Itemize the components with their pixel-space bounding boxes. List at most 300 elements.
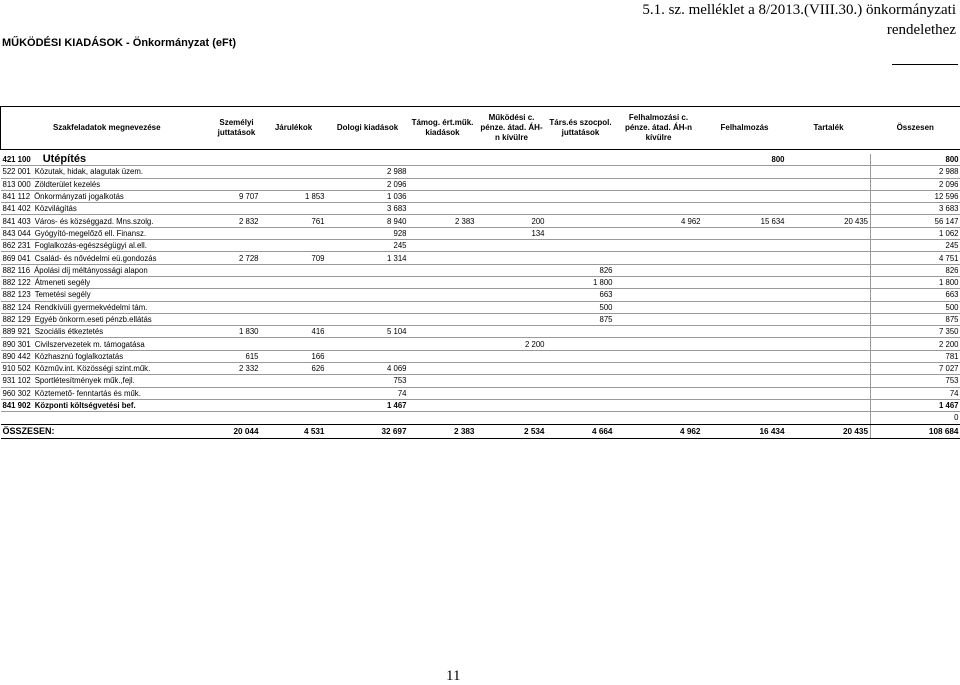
row-label (1, 412, 213, 424)
row-name: Család- és nővédelmi eü.gondozás (35, 254, 157, 263)
value-cell (477, 190, 547, 202)
column-header: Személyi juttatások (213, 107, 261, 150)
value-cell (547, 252, 615, 264)
value-cell (615, 227, 703, 239)
value-cell (787, 375, 871, 387)
value-cell (703, 399, 787, 411)
table-row (1, 264, 960, 276)
value-cell (547, 375, 615, 387)
row-name: Temetési segély (35, 290, 91, 299)
row-name: Civilszervezetek m. támogatása (35, 340, 145, 349)
value-cell (327, 289, 409, 301)
value-cell (409, 252, 477, 264)
value-cell (547, 412, 615, 424)
value-cell (213, 203, 261, 215)
row-name: Közutak, hidak, alagutak üzem. (35, 167, 143, 176)
value-cell: 1 467 (871, 399, 960, 411)
value-cell: 615 (213, 350, 261, 362)
value-cell (547, 350, 615, 362)
value-cell (477, 375, 547, 387)
value-cell: 12 596 (871, 190, 960, 202)
table-row (1, 276, 960, 288)
value-cell (213, 289, 261, 301)
value-cell (787, 338, 871, 350)
value-cell (409, 203, 477, 215)
value-cell (547, 190, 615, 202)
value-cell: 2 728 (213, 252, 261, 264)
value-cell (213, 166, 261, 178)
row-code: 910 502 (3, 364, 31, 373)
value-cell: 500 (871, 301, 960, 313)
value-cell (409, 166, 477, 178)
value-cell (615, 252, 703, 264)
value-cell (477, 264, 547, 276)
expenditure-table (0, 106, 960, 439)
value-cell (213, 375, 261, 387)
value-cell (261, 154, 327, 166)
value-cell: 1 467 (327, 399, 409, 411)
row-name: Útépítés (43, 154, 86, 165)
row-name: Szociális étkeztetés (35, 327, 103, 336)
row-label (1, 375, 213, 387)
value-cell (327, 301, 409, 313)
value-cell (409, 276, 477, 288)
row-label (1, 190, 213, 202)
value-cell (409, 387, 477, 399)
value-cell (787, 276, 871, 288)
value-cell (547, 240, 615, 252)
value-cell (477, 166, 547, 178)
value-cell (703, 276, 787, 288)
value-cell: 875 (871, 313, 960, 325)
value-cell: 500 (547, 301, 615, 313)
value-cell (703, 313, 787, 325)
value-cell: 875 (547, 313, 615, 325)
row-code: 862 231 (3, 241, 31, 250)
total-value-cell: 16 434 (703, 424, 787, 438)
value-cell (703, 252, 787, 264)
table-row (1, 252, 960, 264)
column-header: Felhalmozás (703, 107, 787, 150)
value-cell (213, 178, 261, 190)
row-name: Zöldterület kezelés (35, 180, 100, 189)
value-cell (615, 190, 703, 202)
value-cell (615, 166, 703, 178)
value-cell (327, 338, 409, 350)
table-row (1, 338, 960, 350)
value-cell (327, 154, 409, 166)
value-cell (213, 154, 261, 166)
value-cell (477, 276, 547, 288)
value-cell (703, 190, 787, 202)
value-cell: 1 036 (327, 190, 409, 202)
table-row (1, 203, 960, 215)
value-cell (547, 399, 615, 411)
value-cell (703, 350, 787, 362)
value-cell (703, 264, 787, 276)
value-cell: 4 962 (615, 215, 703, 227)
value-cell (409, 375, 477, 387)
value-cell (615, 276, 703, 288)
value-cell: 1 062 (871, 227, 960, 239)
value-cell (327, 350, 409, 362)
table-row (1, 301, 960, 313)
row-label (1, 289, 213, 301)
row-code: 843 044 (3, 229, 31, 238)
value-cell (615, 301, 703, 313)
value-cell: 826 (871, 264, 960, 276)
value-cell (213, 412, 261, 424)
row-code: 882 123 (3, 290, 31, 299)
row-name: Közhasznú foglalkoztatás (35, 352, 123, 361)
row-code: 960 302 (3, 389, 31, 398)
value-cell (703, 363, 787, 375)
value-cell (261, 240, 327, 252)
value-cell (477, 240, 547, 252)
value-cell (261, 166, 327, 178)
value-cell (261, 387, 327, 399)
value-cell (213, 387, 261, 399)
table-row (1, 399, 960, 411)
value-cell: 1 800 (871, 276, 960, 288)
row-code: 841 403 (3, 217, 31, 226)
row-name: Rendkívüli gyermekvédelmi tám. (35, 303, 148, 312)
value-cell (261, 264, 327, 276)
value-cell (615, 326, 703, 338)
value-cell: 8 940 (327, 215, 409, 227)
value-cell: 4 069 (327, 363, 409, 375)
row-code: 890 301 (3, 340, 31, 349)
row-name: Foglalkozás-egészségügyi al.ell. (35, 241, 147, 250)
table-row (1, 289, 960, 301)
value-cell (615, 178, 703, 190)
value-cell: 826 (547, 264, 615, 276)
value-cell (327, 313, 409, 325)
value-cell (477, 178, 547, 190)
table-row (1, 190, 960, 202)
value-cell: 2 332 (213, 363, 261, 375)
row-code: 882 129 (3, 315, 31, 324)
value-cell (409, 289, 477, 301)
value-cell (477, 412, 547, 424)
row-label (1, 154, 213, 166)
row-label (1, 387, 213, 399)
value-cell (615, 264, 703, 276)
value-cell: 4 751 (871, 252, 960, 264)
value-cell (261, 338, 327, 350)
total-value-cell: 4 962 (615, 424, 703, 438)
table-row (1, 350, 960, 362)
value-cell: 753 (327, 375, 409, 387)
column-header: Szakfeladatok megnevezése (1, 107, 213, 150)
value-cell (787, 227, 871, 239)
value-cell: 200 (477, 215, 547, 227)
value-cell: 626 (261, 363, 327, 375)
value-cell (261, 276, 327, 288)
value-cell (409, 326, 477, 338)
value-cell (261, 289, 327, 301)
value-cell (327, 412, 409, 424)
value-cell: 2 200 (477, 338, 547, 350)
value-cell (409, 301, 477, 313)
value-cell (261, 399, 327, 411)
table-row (1, 326, 960, 338)
row-code: 882 116 (3, 266, 31, 275)
value-cell: 2 096 (327, 178, 409, 190)
value-cell (703, 338, 787, 350)
value-cell (703, 375, 787, 387)
value-cell (327, 276, 409, 288)
value-cell (547, 166, 615, 178)
value-cell: 2 832 (213, 215, 261, 227)
row-label (1, 178, 213, 190)
table-row (1, 375, 960, 387)
value-cell (409, 313, 477, 325)
row-label (1, 252, 213, 264)
value-cell (615, 313, 703, 325)
table-body (1, 150, 960, 439)
value-cell (703, 166, 787, 178)
row-name: Gyógyító-megelőző ell. Finansz. (35, 229, 146, 238)
value-cell (213, 227, 261, 239)
column-header: Összesen (871, 107, 960, 150)
annex-underline (892, 64, 958, 65)
value-cell (703, 178, 787, 190)
value-cell (327, 264, 409, 276)
value-cell (477, 363, 547, 375)
row-code: 889 921 (3, 327, 31, 336)
row-code: 882 122 (3, 278, 31, 287)
column-header: Felhalmozási c. pénze. átad. ÁH-n kívülre (615, 107, 703, 150)
value-cell (615, 338, 703, 350)
value-cell (703, 412, 787, 424)
row-label (1, 227, 213, 239)
value-cell (213, 301, 261, 313)
value-cell (787, 203, 871, 215)
column-header: Támog. ért.műk. kiadások (409, 107, 477, 150)
table-row (1, 313, 960, 325)
table-header-row (1, 107, 960, 150)
value-cell (409, 178, 477, 190)
value-cell: 2 383 (409, 215, 477, 227)
value-cell: 5 104 (327, 326, 409, 338)
value-cell (615, 350, 703, 362)
table-row (1, 215, 960, 227)
value-cell: 1 314 (327, 252, 409, 264)
value-cell (787, 326, 871, 338)
row-name: Város- és községgazd. Mns.szolg. (35, 217, 154, 226)
value-cell: 9 707 (213, 190, 261, 202)
value-cell (547, 203, 615, 215)
value-cell (703, 227, 787, 239)
page-title: MŰKÖDÉSI KIADÁSOK - Önkormányzat (eFt) (2, 37, 236, 49)
value-cell (615, 412, 703, 424)
value-cell (547, 227, 615, 239)
value-cell (787, 190, 871, 202)
value-cell (703, 326, 787, 338)
value-cell (703, 240, 787, 252)
row-label (1, 203, 213, 215)
total-value-cell: 32 697 (327, 424, 409, 438)
row-label (1, 326, 213, 338)
value-cell (409, 190, 477, 202)
total-value-cell: 108 684 (871, 424, 960, 438)
value-cell (409, 338, 477, 350)
value-cell (787, 301, 871, 313)
value-cell (615, 289, 703, 301)
row-code: 522 001 (3, 167, 31, 176)
value-cell (477, 154, 547, 166)
value-cell: 761 (261, 215, 327, 227)
value-cell (477, 301, 547, 313)
value-cell: 3 683 (871, 203, 960, 215)
annex-line-1: 5.1. sz. melléklet a 8/2013.(VIII.30.) önkormányzati (642, 0, 956, 20)
total-value-cell: 20 435 (787, 424, 871, 438)
table-row (1, 240, 960, 252)
value-cell (703, 203, 787, 215)
value-cell: 2 200 (871, 338, 960, 350)
value-cell (547, 387, 615, 399)
total-label: ÖSSZESEN: (1, 424, 213, 438)
row-label (1, 350, 213, 362)
value-cell (787, 264, 871, 276)
row-label (1, 313, 213, 325)
value-cell (409, 399, 477, 411)
column-header: Dologi kiadások (327, 107, 409, 150)
value-cell (615, 375, 703, 387)
value-cell (615, 154, 703, 166)
row-code: 841 902 (3, 401, 31, 410)
value-cell (261, 301, 327, 313)
value-cell (261, 412, 327, 424)
row-code: 813 000 (3, 180, 31, 189)
value-cell (787, 252, 871, 264)
value-cell: 7 350 (871, 326, 960, 338)
value-cell (261, 203, 327, 215)
value-cell (409, 264, 477, 276)
row-label (1, 264, 213, 276)
table-row (1, 363, 960, 375)
value-cell (787, 350, 871, 362)
value-cell (615, 399, 703, 411)
value-cell (703, 301, 787, 313)
value-cell (409, 363, 477, 375)
value-cell (477, 326, 547, 338)
value-cell: 416 (261, 326, 327, 338)
value-cell (787, 166, 871, 178)
value-cell (261, 375, 327, 387)
value-cell (261, 178, 327, 190)
total-value-cell: 4 664 (547, 424, 615, 438)
value-cell: 74 (327, 387, 409, 399)
column-header: Járulékok (261, 107, 327, 150)
value-cell (213, 399, 261, 411)
value-cell (787, 240, 871, 252)
value-cell: 1 830 (213, 326, 261, 338)
value-cell (409, 154, 477, 166)
value-cell (787, 412, 871, 424)
value-cell (615, 203, 703, 215)
value-cell: 245 (327, 240, 409, 252)
value-cell: 709 (261, 252, 327, 264)
value-cell (547, 154, 615, 166)
value-cell (213, 313, 261, 325)
row-name: Köztemető- fenntartás és műk. (35, 389, 141, 398)
row-label (1, 240, 213, 252)
value-cell: 663 (871, 289, 960, 301)
value-cell (409, 227, 477, 239)
row-code: 882 124 (3, 303, 31, 312)
value-cell: 800 (871, 154, 960, 166)
value-cell: 663 (547, 289, 615, 301)
value-cell (409, 412, 477, 424)
page-number: 11 (446, 668, 460, 685)
value-cell (615, 363, 703, 375)
value-cell (409, 240, 477, 252)
value-cell: 245 (871, 240, 960, 252)
row-code: 841 112 (3, 192, 31, 201)
value-cell: 3 683 (327, 203, 409, 215)
value-cell (477, 399, 547, 411)
value-cell (213, 338, 261, 350)
column-header: Működési c. pénze. átad. ÁH-n kívülre (477, 107, 547, 150)
value-cell (615, 387, 703, 399)
value-cell (787, 399, 871, 411)
row-label (1, 338, 213, 350)
row-label (1, 276, 213, 288)
row-name: Egyéb önkorm.eseti pénzb.ellátás (35, 315, 152, 324)
value-cell: 20 435 (787, 215, 871, 227)
value-cell: 753 (871, 375, 960, 387)
value-cell: 166 (261, 350, 327, 362)
value-cell (213, 276, 261, 288)
value-cell: 928 (327, 227, 409, 239)
value-cell: 134 (477, 227, 547, 239)
row-name: Közműv.int. Közösségi szint.műk. (35, 364, 151, 373)
value-cell (547, 215, 615, 227)
value-cell: 2 988 (871, 166, 960, 178)
value-cell: 2 096 (871, 178, 960, 190)
value-cell (547, 178, 615, 190)
total-value-cell: 4 531 (261, 424, 327, 438)
value-cell (477, 350, 547, 362)
value-cell: 781 (871, 350, 960, 362)
value-cell: 1 800 (547, 276, 615, 288)
value-cell (615, 240, 703, 252)
row-label (1, 166, 213, 178)
total-row (1, 424, 960, 438)
row-label (1, 215, 213, 227)
column-header: Társ.és szocpol. juttatások (547, 107, 615, 150)
row-name: Központi költségvetési bef. (35, 401, 136, 410)
value-cell (703, 289, 787, 301)
row-label (1, 301, 213, 313)
value-cell (703, 387, 787, 399)
row-code: 841 402 (3, 204, 31, 213)
row-code: 931 102 (3, 376, 31, 385)
row-name: Önkormányzati jogalkotás (34, 192, 124, 201)
value-cell (787, 387, 871, 399)
row-name: Sportlétesítmények műk.,fejl. (35, 376, 135, 385)
row-label (1, 399, 213, 411)
value-cell (477, 203, 547, 215)
value-cell (213, 264, 261, 276)
value-cell: 2 988 (327, 166, 409, 178)
row-code: 869 041 (3, 254, 31, 263)
total-value-cell: 2 383 (409, 424, 477, 438)
value-cell (787, 313, 871, 325)
value-cell (547, 338, 615, 350)
